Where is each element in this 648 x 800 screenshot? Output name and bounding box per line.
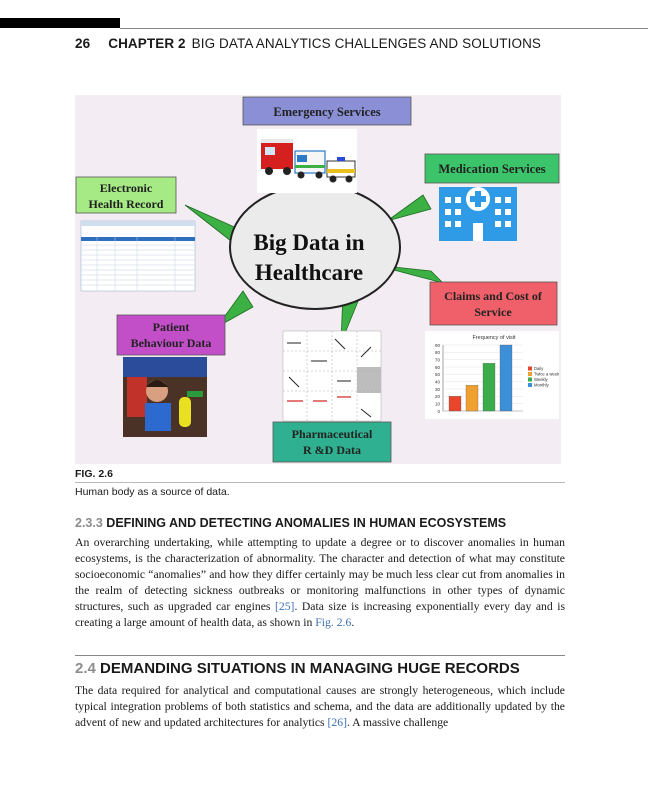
center-title-line2: Healthcare [254,260,364,285]
figure-link-2-6[interactable]: Fig. 2.6 [315,616,352,629]
reference-link-26[interactable]: [26] [327,716,347,729]
section-title: DEMANDING SITUATIONS IN MANAGING HUGE RECORDS [100,660,520,677]
mini-chart-bar [466,385,478,411]
center-title-line1: Big Data in [253,230,365,255]
section-number: 2.3.3 [75,516,103,530]
mini-chart-bar [449,396,461,411]
figure-caption-label: FIG. 2.6 [75,468,113,480]
running-header [75,36,541,51]
mini-chart-y-tick: 30 [434,386,440,392]
mini-chart-y-tick: 50 [434,372,440,378]
mini-chart-title: Frequency of visit [472,335,516,341]
mini-chart-bar [483,363,495,411]
mini-chart-legend-swatch [528,372,532,376]
caption-rule [75,482,565,483]
mini-chart-y-tick: 40 [434,379,440,385]
header-rule [120,28,648,29]
mini-chart-legend-label: Monthly [534,382,549,388]
figure-caption-text: Human body as a source of data. [75,486,230,498]
ehr-label-line2: Health Record [88,197,164,211]
reference-link-25[interactable]: [25] [274,600,295,613]
mini-chart-y-tick: 90 [434,342,440,348]
paragraph-huge-records: The data required for analytical and computational causes are strongly heterogeneous, which include typical integration problems of both statistics and schema, and the data are additionally updated by the advent of new and updated architectures for analytics [26]. A massive challenge [75,684,565,729]
mini-chart-y-tick: 70 [434,357,440,363]
page-number: 26 [75,36,91,51]
section-2-3-3-heading [75,516,506,530]
section-rule [75,655,565,656]
healthcare-diagram [75,95,561,464]
pharma-grid-image [283,331,381,421]
mini-chart-legend-swatch [528,383,532,387]
arrow-medication [387,195,431,221]
mini-chart-legend-swatch [528,367,532,371]
mini-chart-legend-swatch [528,378,532,382]
header-bar [0,18,120,28]
pharma-label-line2: R &D Data [303,443,361,457]
pharma-label-line1: Pharmaceutical [291,427,373,441]
patient-photo [123,357,207,437]
hospital-icon [439,187,517,241]
mini-chart-legend-label: Weekly [534,377,548,382]
mini-chart-y-tick: 0 [437,408,440,414]
emergency-label: Emergency Services [273,105,381,119]
medication-label: Medication Services [438,162,546,176]
ehr-table-thumbnail [81,221,195,291]
chapter-label: CHAPTER 2 [108,36,186,51]
mini-chart-legend-label: Daily [534,366,544,371]
mini-chart-bar [500,345,512,411]
ehr-label-line1: Electronic [99,181,153,195]
claims-label-line2: Service [474,305,512,319]
patient-label-line2: Behaviour Data [130,336,212,350]
figure-2-6 [75,95,561,464]
mini-chart-y-tick: 80 [434,350,440,356]
section-2-4-heading [75,660,520,677]
paragraph-anomalies: An overarching undertaking, while attempting to update a degree or to discover anomalies in human ecosystems, is the characterization of abnormality. The character and detection of what may constitute socioeconomic “anomalies” and how they differ certainly may be much less clear cut from anomalies in the realm of detecting sickness outbreaks or monitoring malfunctions in other types of dynamic structures, such as upgraded car engines [25]. Data size is increasing exponentially every day and is creating a large amount of health data, as shown in Fig. 2.6. [75,536,565,629]
chapter-title: BIG DATA ANALYTICS CHALLENGES AND SOLUTIONS [191,36,542,51]
claims-label-line1: Claims and Cost of [444,289,542,303]
section-title: DEFINING AND DETECTING ANOMALIES IN HUMAN ECOSYSTEMS [106,516,507,530]
mini-chart-y-tick: 60 [434,364,440,370]
mini-chart-y-tick: 20 [434,394,440,400]
patient-label-line1: Patient [152,320,190,334]
section-number: 2.4 [75,660,96,677]
mini-chart-legend-label: Twice a week [534,371,560,377]
mini-chart-y-tick: 10 [434,401,440,407]
